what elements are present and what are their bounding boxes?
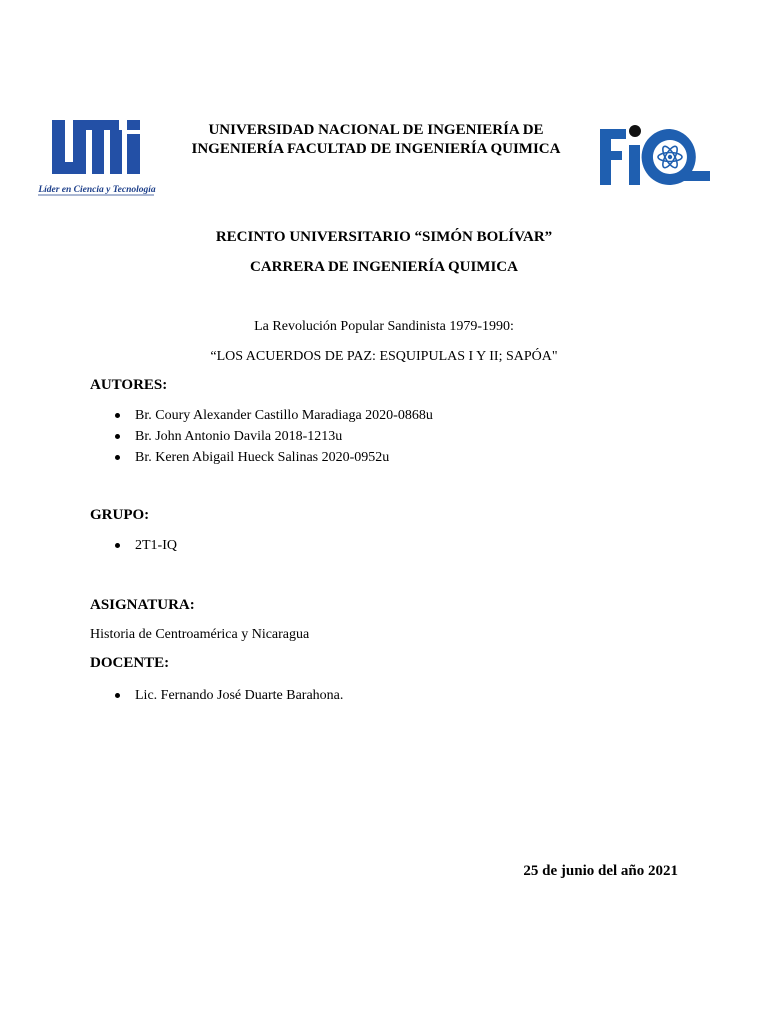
subject-line: La Revolución Popular Sandinista 1979-1990:	[254, 319, 514, 334]
university-title	[168, 121, 584, 159]
list-item	[90, 685, 343, 706]
docente-list	[90, 685, 343, 706]
bullet-icon	[115, 693, 120, 698]
list-item	[90, 447, 433, 468]
grupo-heading: GRUPO:	[90, 507, 150, 523]
list-item	[90, 426, 433, 447]
document-date: 25 de junio del año 2021	[523, 863, 678, 879]
uni-tagline: Líder en Ciencia y Tecnología	[38, 185, 156, 195]
asignatura-heading: ASIGNATURA:	[90, 597, 195, 613]
grupo-value: 2T1-IQ	[135, 538, 177, 553]
autor-name: Br. Keren Abigail Hueck Salinas 2020-0952u	[135, 450, 390, 465]
list-item	[90, 535, 177, 556]
fiq-logo	[598, 123, 712, 187]
docente-heading: DOCENTE:	[90, 655, 170, 671]
asignatura-value: Historia de Centroamérica y Nicaragua	[90, 627, 310, 642]
autor-name: Br. John Antonio Davila 2018-1213u	[135, 429, 343, 444]
list-item	[90, 405, 433, 426]
bullet-icon	[115, 455, 120, 460]
grupo-list	[90, 535, 177, 556]
docente-name: Lic. Fernando José Duarte Barahona.	[135, 688, 344, 703]
university-title-line2: INGENIERÍA FACULTAD DE INGENIERÍA QUIMICA	[191, 141, 561, 157]
uni-logo	[36, 118, 158, 200]
autores-heading: AUTORES:	[90, 377, 168, 393]
university-title-line1: UNIVERSIDAD NACIONAL DE INGENIERÍA DE	[208, 122, 544, 138]
bullet-icon	[115, 413, 120, 418]
recinto-heading: RECINTO UNIVERSITARIO “SIMÓN BOLÍVAR”	[215, 229, 553, 245]
carrera-heading: CARRERA DE INGENIERÍA QUIMICA	[250, 259, 518, 275]
autores-list	[90, 405, 433, 468]
autor-name: Br. Coury Alexander Castillo Maradiaga 2020-0868u	[135, 408, 433, 423]
bullet-icon	[115, 434, 120, 439]
topic-title: “LOS ACUERDOS DE PAZ: ESQUIPULAS I Y II; SAPÓA"	[210, 349, 558, 364]
bullet-icon	[115, 543, 120, 548]
